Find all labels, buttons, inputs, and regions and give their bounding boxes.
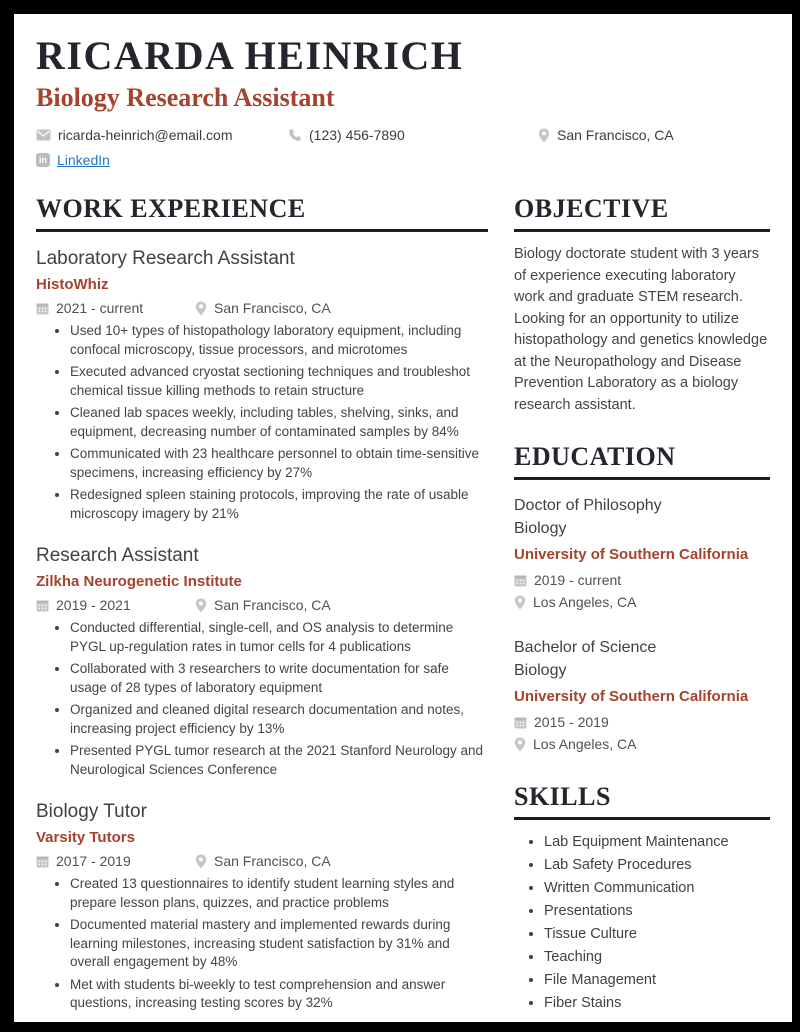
company-name: Varsity Tutors — [36, 829, 135, 846]
job-bullet: • Conducted differential, single-cell, and OS analysis to determine PYGL up-regulation rates in tumor cells for 4 publications — [70, 619, 488, 656]
skill-item: • Presentations — [544, 901, 770, 921]
left-column — [36, 194, 488, 1013]
job-bullet: • Created 13 questionnaires to identify student learning styles and prepare lesson plans, quizzes, and practice problems — [70, 875, 488, 912]
contact-phone — [288, 127, 538, 143]
school-name: University of Southern California — [514, 546, 749, 563]
section-heading-work: WORK EXPERIENCE — [36, 194, 488, 232]
person-name: RICARDA HEINRICH — [36, 33, 464, 78]
resume-page — [14, 14, 792, 1022]
phone-text: (123) 456-7890 — [309, 127, 405, 143]
location-pin-icon — [195, 854, 207, 869]
job-location — [195, 597, 331, 613]
degree-field: Biology — [514, 662, 567, 679]
skill-item: • Lab Safety Procedures — [544, 855, 770, 875]
job-meta — [36, 853, 488, 869]
job-entry — [36, 801, 488, 1013]
calendar-icon — [36, 599, 49, 612]
location-pin-icon — [195, 301, 207, 316]
job-meta — [36, 597, 488, 613]
skill-item: • Written Communication — [544, 878, 770, 898]
degree-name: Doctor of Philosophy — [514, 497, 662, 514]
job-bullet: • Documented material mastery and implemented rewards during learning milestones, increasing student satisfaction by 31% and overall engagement by 48% — [70, 916, 488, 972]
job-entry — [36, 248, 488, 523]
location-pin-icon — [195, 598, 207, 613]
section-heading-skills: SKILLS — [514, 782, 770, 820]
calendar-icon — [36, 302, 49, 315]
resume-body — [36, 194, 770, 1013]
job-location-text: San Francisco, CA — [214, 853, 331, 869]
location-pin-icon — [538, 128, 550, 143]
job-location-text: San Francisco, CA — [214, 300, 331, 316]
job-bullet: • Executed advanced cryostat sectioning techniques and troubleshot chemical tissue killing methods to retain structure — [70, 363, 488, 400]
skill-item: • File Management — [544, 970, 770, 990]
job-dates-text: 2019 - 2021 — [56, 597, 131, 613]
job-bullet: • Cleaned lab spaces weekly, including tables, shelving, sinks, and equipment, decreasing number of contaminated samples by 84% — [70, 404, 488, 441]
objective-text: Biology doctorate student with 3 years of experience executing laboratory work and graduate STEM research. Looking for an opportunity to utilize histopathology and genetics knowledge at the Neuropathology and Disease Prevention Laboratory as a biology research assistant. — [514, 246, 768, 413]
skill-item: • Lab Equipment Maintenance — [544, 832, 770, 852]
calendar-icon — [514, 574, 527, 587]
job-meta — [36, 300, 488, 316]
degree-name: Bachelor of Science — [514, 639, 657, 656]
job-location-text: San Francisco, CA — [214, 597, 331, 613]
phone-icon — [288, 128, 302, 142]
contact-location — [538, 127, 674, 143]
linkedin-link[interactable]: LinkedIn — [57, 152, 110, 168]
job-dates — [36, 300, 195, 316]
linkedin-icon: in — [36, 153, 50, 167]
education-entry — [514, 494, 770, 610]
job-location — [195, 300, 331, 316]
school-name: University of Southern California — [514, 688, 749, 705]
contact-email — [36, 127, 288, 143]
education-dates — [514, 714, 770, 730]
email-text: ricarda-heinrich@email.com — [58, 127, 233, 143]
education-location-text: Los Angeles, CA — [533, 736, 637, 752]
job-bullet: • Communicated with 23 healthcare personnel to obtain time-sensitive specimens, increasing efficiency by 27% — [70, 445, 488, 482]
job-bullet: • Redesigned spleen staining protocols, improving the rate of usable microscopy imagery by 21% — [70, 486, 488, 523]
job-dates-text: 2017 - 2019 — [56, 853, 131, 869]
location-pin-icon — [514, 737, 526, 752]
job-bullet: • Presented PYGL tumor research at the 2021 Stanford Neurology and Neurological Sciences Conference — [70, 742, 488, 779]
job-bullet: • Collaborated with 3 researchers to write documentation for safe usage of 28 types of laboratory equipment — [70, 660, 488, 697]
job-title: Laboratory Research Assistant — [36, 248, 295, 269]
location-text: San Francisco, CA — [557, 127, 674, 143]
education-dates — [514, 572, 770, 588]
contact-linkedin — [36, 152, 110, 168]
person-title: Biology Research Assistant — [36, 83, 335, 112]
education-location — [514, 736, 770, 752]
email-icon — [36, 129, 51, 141]
contact-row-2 — [36, 152, 770, 168]
job-dates — [36, 597, 195, 613]
skills-list — [514, 832, 770, 1013]
job-title: Research Assistant — [36, 545, 199, 566]
contact-row-1 — [36, 127, 770, 143]
degree-field: Biology — [514, 520, 567, 537]
right-column — [514, 194, 770, 1013]
job-bullet-list — [36, 322, 488, 523]
job-title: Biology Tutor — [36, 801, 147, 822]
education-entry — [514, 636, 770, 752]
job-dates-text: 2021 - current — [56, 300, 144, 316]
calendar-icon — [514, 716, 527, 729]
job-bullet-list — [36, 875, 488, 1013]
education-location — [514, 594, 770, 610]
resume-header — [36, 34, 770, 168]
calendar-icon — [36, 855, 49, 868]
education-dates-text: 2015 - 2019 — [534, 714, 609, 730]
skill-item: • Tissue Culture — [544, 924, 770, 944]
skill-item: • Fiber Stains — [544, 993, 770, 1013]
job-bullet: • Organized and cleaned digital research documentation and notes, increasing project efficiency by 13% — [70, 701, 488, 738]
section-heading-objective: OBJECTIVE — [514, 194, 770, 232]
section-heading-education: EDUCATION — [514, 442, 770, 480]
job-entry — [36, 545, 488, 779]
location-pin-icon — [514, 595, 526, 610]
company-name: HistoWhiz — [36, 276, 109, 293]
education-location-text: Los Angeles, CA — [533, 594, 637, 610]
job-dates — [36, 853, 195, 869]
skill-item: • Teaching — [544, 947, 770, 967]
job-bullet: • Used 10+ types of histopathology laboratory equipment, including confocal microscopy, tissue processors, and microtomes — [70, 322, 488, 359]
company-name: Zilkha Neurogenetic Institute — [36, 573, 242, 590]
education-dates-text: 2019 - current — [534, 572, 622, 588]
job-bullet-list — [36, 619, 488, 779]
job-location — [195, 853, 331, 869]
job-bullet: • Met with students bi-weekly to test comprehension and answer questions, increasing testing scores by 32% — [70, 976, 488, 1013]
